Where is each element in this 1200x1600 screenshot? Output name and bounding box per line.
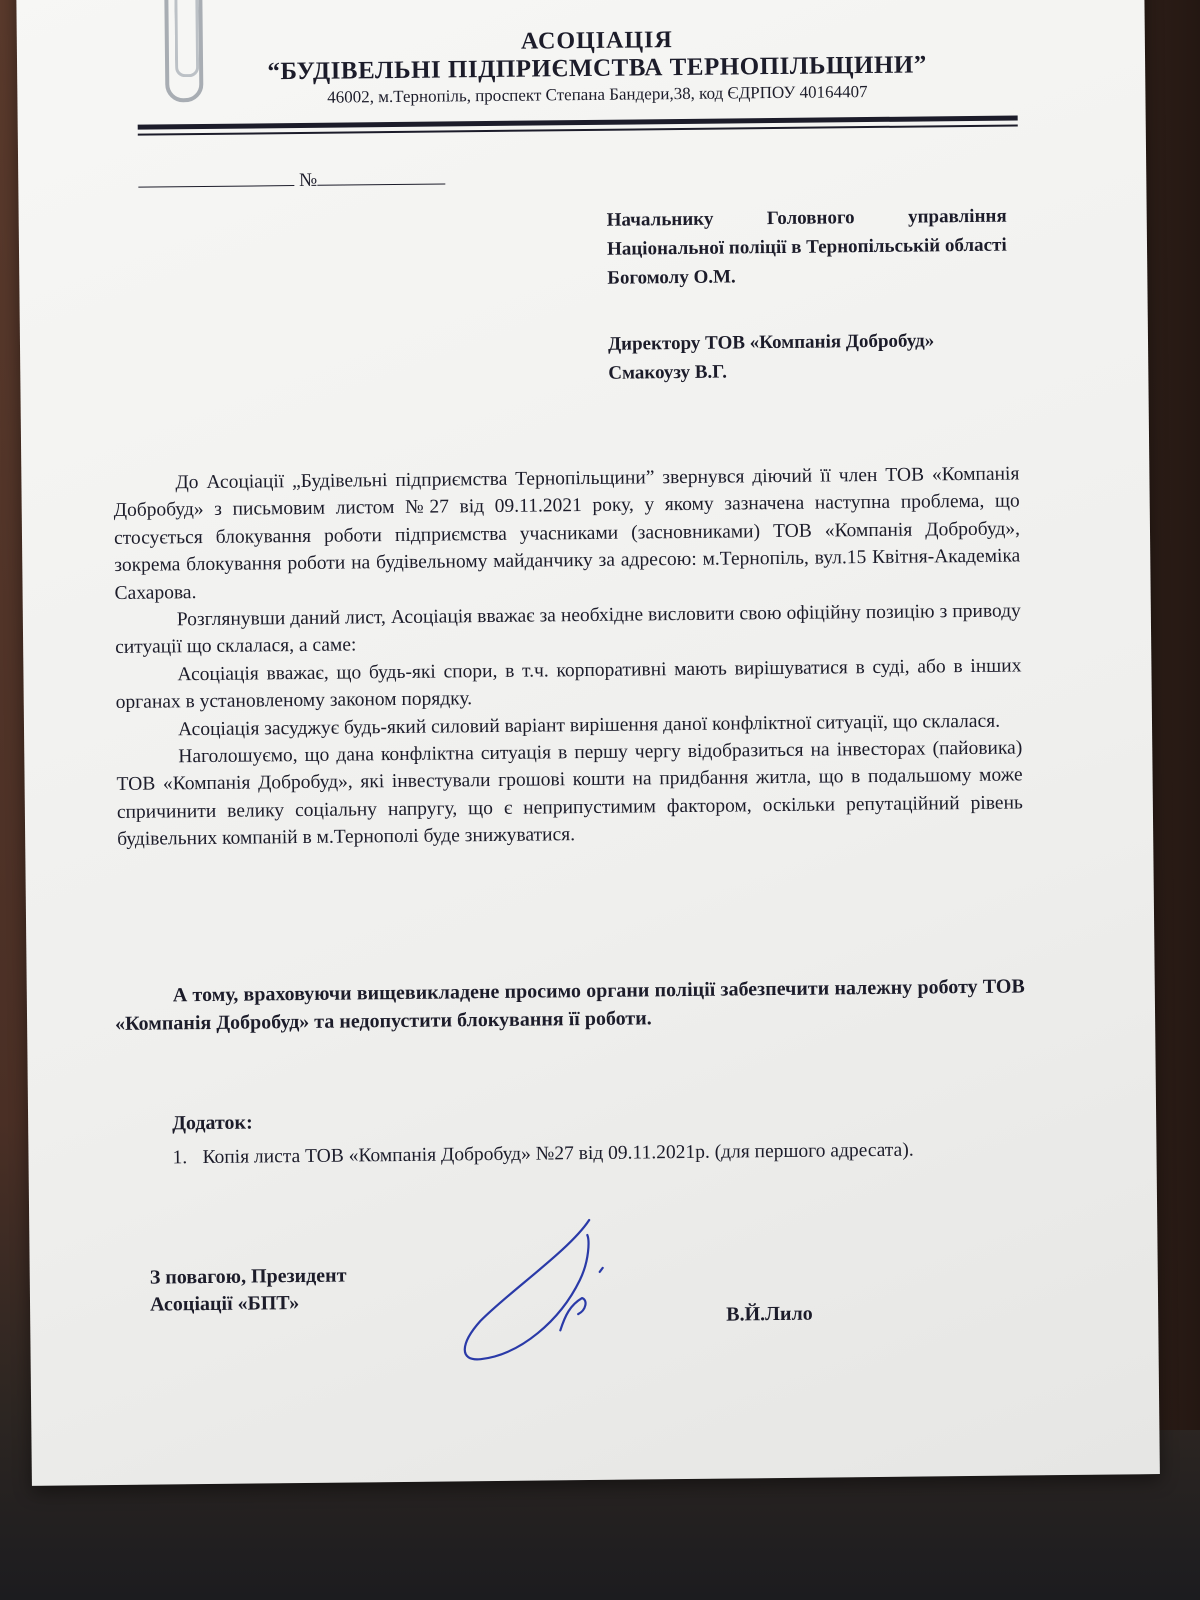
addressee-line: Смакоузу В.Г.: [608, 361, 728, 384]
organization-address: 46002, м.Тернопіль, проспект Степана Бандери,38, код ЄДРПОУ 40164407: [327, 82, 868, 107]
addressee-line: Богомолу О.М.: [607, 266, 736, 289]
addressee-police: [607, 202, 1008, 293]
closing-block: [150, 1263, 347, 1319]
closing-line: З повагою, Президент: [149, 1264, 347, 1289]
attachment-number: 1.: [172, 1147, 188, 1169]
signer-name: В.Й.Лило: [726, 1302, 813, 1326]
addressee-line: Директору ТОВ «Компанія Добробуд»: [607, 330, 935, 355]
body-paragraph: Асоціація вважає, що будь-які спори, в т.ч. корпоративні мають вирішуватися в суді, або в інших органах в установленому законом порядку.: [115, 655, 1022, 714]
body-paragraph: До Асоціації „Будівельні підприємства Тернопільщини” звернувся діючий її член ТОВ «Компанія Добробуд» з письмовим листом №27 від 09.11.2021 року, у якому зазначена наступна проблема, що стосується блокування роботи підприємства учасниками (засновниками) ТОВ «Компанія Добробуд», зокрема блокування роботи на будівельному майданчику за адресою: м.Тернопіль, вул.15 Квітня-Академіка Сахарова.: [113, 463, 1021, 604]
closing-line: Асоціації «БПТ»: [149, 1292, 300, 1316]
number-blank: [317, 167, 445, 185]
body-paragraph: Розглянувши даний лист, Асоціація вважає за необхідне висловити свою офіційну позицію з приводу ситуації що склалася, а саме:: [115, 600, 1021, 659]
request-paragraph: А тому, враховуючи вищевикладене просимо органи поліції забезпечити належну роботу ТОВ «Компанія Добробуд» та недопустити блокування її роботи.: [114, 975, 1025, 1035]
organization-name: “БУДІВЕЛЬНІ ПІДПРИЄМСТВА ТЕРНОПІЛЬЩИНИ”: [267, 51, 927, 86]
letter-sheet: [16, 0, 1160, 1486]
date-blank: [138, 169, 294, 188]
addressee-director: [608, 326, 1009, 388]
handwritten-signature: [439, 1209, 641, 1371]
addressee-line: Начальнику Головного управління Національної поліції в Тернопільській області: [606, 205, 1007, 260]
body-paragraph: Асоціація засуджує будь-який силовий варіант вирішення даної конфліктної ситуації, що склалася.: [177, 710, 1001, 740]
attachment-list: [172, 1135, 1032, 1171]
attachment-title: Додаток:: [172, 1111, 253, 1135]
letterhead: [117, 23, 1078, 110]
number-sign: №: [298, 169, 318, 191]
letterhead-divider: [138, 115, 1018, 129]
reference-line: [138, 167, 445, 193]
organization-type: АСОЦІАЦІЯ: [520, 27, 673, 55]
letter-body: [113, 460, 1023, 853]
attachment-item: Копія листа ТОВ «Компанія Добробуд» №27 від 09.11.2021р. (для першого адресата).: [202, 1139, 914, 1169]
body-paragraph: Наголошуємо, що дана конфліктна ситуація в першу чергу відобразиться на інвесторах (пайовика) ТОВ «Компанія Добробуд», які інвестували грошові кошти на придбання житла, що в подальшому може спричинити велику соціальну напругу, що є неприпустимим фактором, оскільки репутаційний рівень будівельних компаній в м.Тернополі буде знижуватися.: [116, 737, 1023, 851]
